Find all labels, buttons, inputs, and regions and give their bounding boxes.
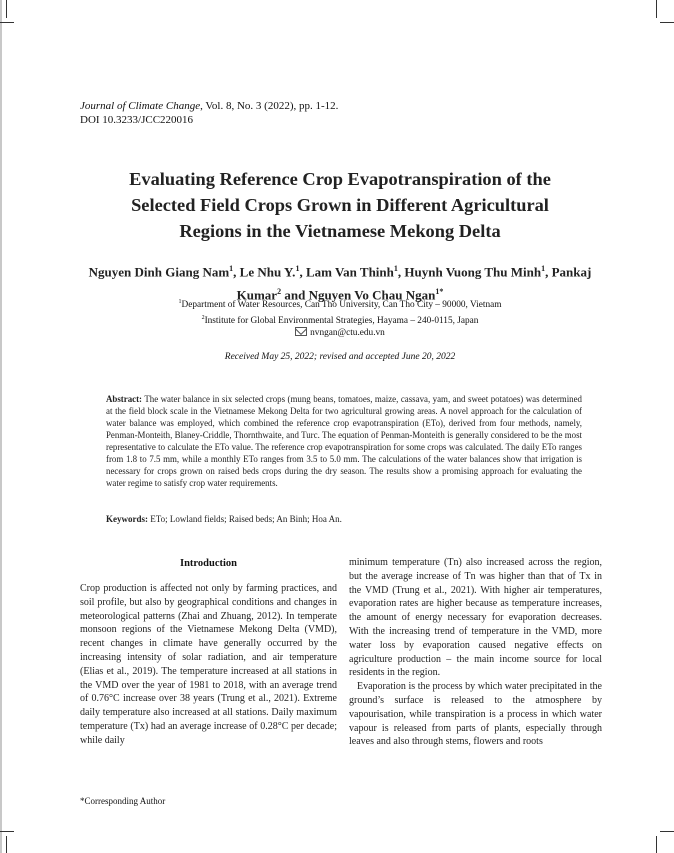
crop-mark [6, 0, 7, 18]
crop-mark [660, 831, 674, 832]
author-name: Huynh Vuong Thu Minh [404, 264, 542, 280]
title-line: Regions in the Vietnamese Mekong Delta [179, 221, 501, 241]
author-separator: and [281, 287, 309, 303]
title-line: Evaluating Reference Crop Evapotranspiration of the [129, 169, 551, 189]
paragraph: minimum temperature (Tn) also increased across the region, but the average increase of Tn was higher than that of Tx in the VMD (Trung et al., 2021). With higher air temperatures, evaporation rates are higher because as temperature increases, the amount of energy necessary for evaporation decreases. With the increasing trend of temperature in the VMD, more water loss by evaporation caused negative effects on agriculture production – the main income source for local residents in the region. [349, 557, 602, 679]
corresponding-email [60, 327, 620, 340]
paragraph: Evaporation is the process by which water precipitated in the ground’s surface is released to the atmosphere by vapourisation, while transpiration is a process in which water vapour is released from parts of plants, especially through leaves and also through stems, flowers and roots [349, 681, 602, 748]
affiliation-2 [60, 312, 620, 328]
author-name: Nguyen Vo Chau Ngan [308, 287, 436, 303]
title-line: Selected Field Crops Grown in Different Agricultural [131, 195, 549, 215]
author-name: Le Nhu Y. [239, 264, 296, 280]
affiliation-mark: 2 [201, 314, 205, 321]
footnote: *Corresponding Author [80, 796, 166, 806]
crop-mark [656, 0, 657, 18]
crop-mark [656, 836, 657, 853]
paragraph: Crop production is affected not only by farming practices, and soil profile, but also by geographical conditions and changes in meteorological patterns (Zhai and Zhuang, 2012). In temperate monsoon regions of the Vietnamese Mekong Delta (VMD), recent changes in climate have generally occurred by the increasing intensity of solar radiation, and air temperature (Elias et al., 2019). The temperature increased at all stations in the VMD over the year of 1981 to 2018, with an average trend of 0.76°C increase over 38 years (Trung et al., 2021). Extreme daily temperature also increased at all stations. Daily maximum temperature (Tx) had an average increase of 0.28°C per decade; while daily [80, 583, 337, 746]
paper-title [60, 166, 620, 244]
author-affil-mark: 1 [229, 264, 234, 273]
journal-issue: , Vol. 8, No. 3 (2022), pp. 1-12. [200, 100, 339, 112]
abstract-text: The water balance in six selected crops (mung beans, tomatoes, maize, cassava, yam, and sweet potatoes) was determined at the field block scale in the Vietnamese Mekong Delta for two agricultural growing areas. A novel approach for the calculation of water balance was employed, which combined the reference crop evapotranspiration (ETo), derived from four methods, namely, Penman-Monteith, Blaney-Criddle, Thornthwaite, and Turc. The equation of Penman-Monteith is generally considered to be the most representative to calculate the ETo value. The reference crop evapotranspiration for some crops was calculated. The daily ETo ranges from 1.8 to 7.5 mm, while a monthly ETo ranges from 3.5 to 5.0 mm. The calculations of the water balances show that irrigation is necessary for crops grown on raised beds crops during the dry season. The results show a promising approach for evaluating the water regime to satisfy crop water requirements. [106, 394, 582, 488]
received-dates: Received May 25, 2022; revised and accepted June 20, 2022 [224, 352, 456, 362]
author-separator: , [397, 264, 405, 280]
author-affil-mark: 1 [541, 264, 546, 273]
author-affil-mark: 1 [393, 264, 398, 273]
author-name: Lam Van Thinh [305, 264, 394, 280]
crop-mark [6, 836, 7, 853]
author-name: Pankaj Kumar [236, 264, 592, 303]
crop-mark [0, 831, 14, 832]
envelope-icon [295, 327, 307, 336]
author-separator: , [233, 264, 240, 280]
author-separator: , [545, 264, 552, 280]
keywords-text: ETo; Lowland fields; Raised beds; An Binh; Hoa An. [148, 514, 342, 524]
author-affil-mark: 2 [277, 287, 282, 297]
affiliation-text: Department of Water Resources, Can Tho University, Can Tho City – 90000, Vietnam [181, 300, 502, 311]
email-address[interactable]: nvngan@ctu.edu.vn [310, 328, 385, 339]
author-affil-mark: 1 [295, 264, 300, 273]
affiliation-mark: 1 [178, 299, 182, 305]
affiliation-1 [60, 296, 620, 312]
affiliation-text: Institute for Global Environmental Strategies, Hayama – 240-0115, Japan [204, 315, 479, 326]
author-name: Nguyen Dinh Giang Nam [88, 264, 230, 280]
abstract-label: Abstract: [106, 394, 142, 404]
journal-name: Journal of Climate Change [80, 100, 201, 112]
abstract [106, 393, 582, 489]
keywords [106, 514, 582, 524]
page-left-edge [0, 0, 2, 853]
right-column [349, 556, 602, 749]
section-heading: Introduction [180, 558, 237, 569]
journal-citation [80, 99, 338, 127]
crop-mark [0, 22, 14, 23]
left-column [80, 582, 337, 748]
affiliations [60, 296, 620, 340]
keywords-label: Keywords: [106, 514, 148, 524]
crop-mark [660, 22, 674, 23]
author-separator: , [299, 264, 306, 280]
journal-doi: DOI 10.3233/JCC220016 [80, 114, 194, 126]
author-affil-mark: 1* [435, 287, 444, 297]
